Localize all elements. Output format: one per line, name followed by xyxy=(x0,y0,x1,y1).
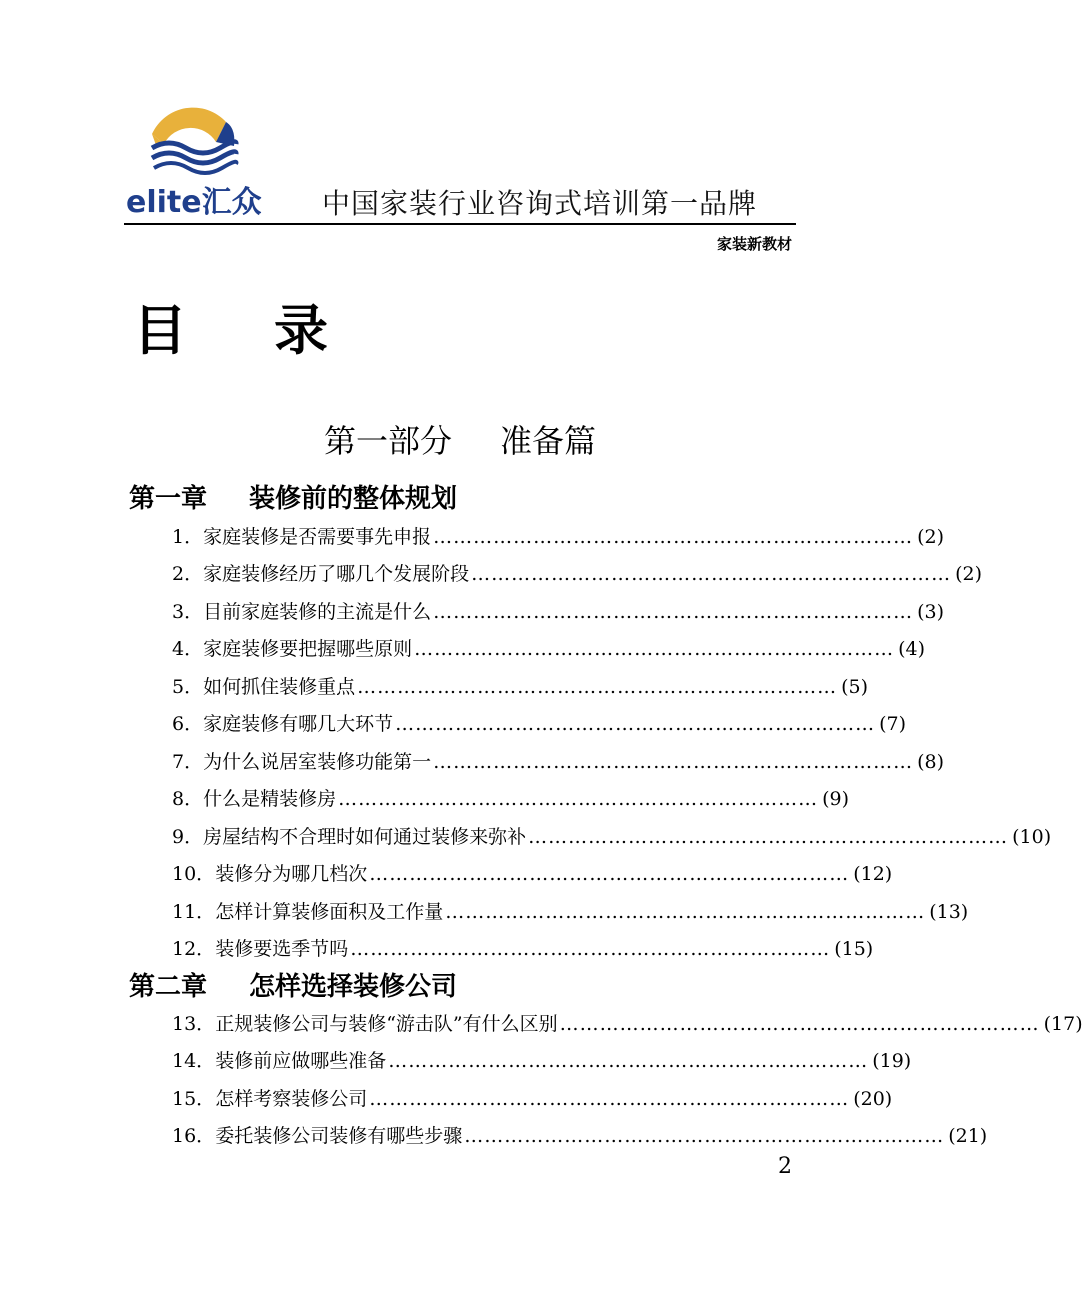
entry-number: 1． xyxy=(172,526,204,548)
entry-page: (5) xyxy=(841,676,869,698)
chapter-number: 第一章 xyxy=(129,484,208,514)
entry-text: 装修分为哪几档次 xyxy=(215,863,368,885)
entry-text: 正规装修公司与装修“游击队”有什么区别 xyxy=(215,1013,558,1035)
part-heading xyxy=(0,416,920,462)
dot-leader: ……………………………………………………………… xyxy=(338,788,819,810)
toc-entry[interactable] xyxy=(172,522,945,552)
entry-number: 5． xyxy=(172,676,204,698)
chapter-number: 第二章 xyxy=(129,972,208,1002)
chapter-heading xyxy=(129,966,457,1003)
toc-entry[interactable] xyxy=(172,1009,1083,1039)
entry-number: 8． xyxy=(172,788,204,810)
part-label: 第一部分 xyxy=(323,422,452,460)
page-number: 2 xyxy=(778,1154,792,1179)
entry-number: 4． xyxy=(172,638,204,660)
entry-text: 如何抓住装修重点 xyxy=(203,676,356,698)
dot-leader: ……………………………………………………………… xyxy=(433,751,914,773)
entry-number: 14． xyxy=(172,1050,216,1072)
dot-leader: ……………………………………………………………… xyxy=(350,938,831,960)
entry-number: 13． xyxy=(172,1013,216,1035)
logo-wordmark xyxy=(124,104,264,220)
part-name: 准备篇 xyxy=(500,422,597,460)
entry-text: 什么是精装修房 xyxy=(203,788,337,810)
entry-page: (12) xyxy=(853,863,893,885)
toc-title-char-2: 录 xyxy=(274,299,329,362)
toc-title-char-1: 目 xyxy=(133,299,188,362)
entry-number: 7． xyxy=(172,751,204,773)
entry-number: 2． xyxy=(172,563,204,585)
entry-page: (2) xyxy=(917,526,945,548)
header-slogan: 中国家装行业咨询式培训第一品牌 xyxy=(322,187,758,220)
chapter-title: 装修前的整体规划 xyxy=(249,484,458,514)
toc-entry[interactable] xyxy=(172,672,869,702)
entry-page: (20) xyxy=(853,1088,893,1110)
toc-entry[interactable] xyxy=(172,1084,893,1114)
entry-page: (3) xyxy=(917,601,945,623)
toc-title xyxy=(133,288,329,365)
dot-leader: ……………………………………………………………… xyxy=(369,863,850,885)
toc-entry[interactable] xyxy=(172,597,945,627)
entry-number: 15． xyxy=(172,1088,216,1110)
header-divider xyxy=(124,223,796,225)
dot-leader: ……………………………………………………………… xyxy=(445,901,926,923)
entry-page: (19) xyxy=(872,1050,912,1072)
entry-number: 16． xyxy=(172,1125,216,1147)
entry-page: (8) xyxy=(917,751,945,773)
entry-number: 6． xyxy=(172,713,204,735)
toc-entry[interactable] xyxy=(172,747,945,777)
dot-leader: ……………………………………………………………… xyxy=(433,526,914,548)
svg-text:elite汇众: elite汇众 xyxy=(126,185,262,220)
toc-entry[interactable] xyxy=(172,1046,912,1076)
entry-page: (2) xyxy=(955,563,983,585)
entry-number: 3． xyxy=(172,601,204,623)
entry-text: 委托装修公司装修有哪些步骤 xyxy=(215,1125,463,1147)
entry-text: 家庭装修要把握哪些原则 xyxy=(203,638,413,660)
chapter-title: 怎样选择装修公司 xyxy=(249,972,458,1002)
entry-page: (21) xyxy=(948,1125,988,1147)
dot-leader: ……………………………………………………………… xyxy=(369,1088,850,1110)
entry-page: (15) xyxy=(834,938,874,960)
entry-number: 10． xyxy=(172,863,216,885)
dot-leader: ……………………………………………………………… xyxy=(414,638,895,660)
dot-leader: ……………………………………………………………… xyxy=(528,826,1009,848)
toc-entry[interactable] xyxy=(172,1121,988,1151)
toc-entry[interactable] xyxy=(172,897,969,927)
entry-page: (9) xyxy=(822,788,850,810)
entry-text: 家庭装修经历了哪几个发展阶段 xyxy=(203,563,470,585)
entry-number: 9． xyxy=(172,826,204,848)
entry-text: 房屋结构不合理时如何通过装修来弥补 xyxy=(203,826,527,848)
toc-entry[interactable] xyxy=(172,709,907,739)
toc-entry[interactable] xyxy=(172,559,983,589)
chapter-heading xyxy=(129,478,457,515)
entry-text: 目前家庭装修的主流是什么 xyxy=(203,601,432,623)
header-subtitle: 家装新教材 xyxy=(716,235,792,253)
toc-entry[interactable] xyxy=(172,822,1052,852)
entry-page: (17) xyxy=(1043,1013,1083,1035)
entry-page: (4) xyxy=(898,638,926,660)
dot-leader: ……………………………………………………………… xyxy=(559,1013,1040,1035)
dot-leader: ……………………………………………………………… xyxy=(388,1050,869,1072)
toc-entry[interactable] xyxy=(172,934,874,964)
entry-text: 家庭装修是否需要事先申报 xyxy=(203,526,432,548)
dot-leader: ……………………………………………………………… xyxy=(395,713,876,735)
entry-text: 为什么说居室装修功能第一 xyxy=(203,751,432,773)
entry-text: 装修要选季节吗 xyxy=(215,938,349,960)
dot-leader: ……………………………………………………………… xyxy=(357,676,838,698)
entry-number: 11． xyxy=(172,901,216,923)
entry-text: 装修前应做哪些准备 xyxy=(215,1050,387,1072)
entry-text: 怎样计算装修面积及工作量 xyxy=(215,901,444,923)
entry-page: (10) xyxy=(1012,826,1052,848)
dot-leader: ……………………………………………………………… xyxy=(471,563,952,585)
toc-entry[interactable] xyxy=(172,634,926,664)
entry-page: (13) xyxy=(929,901,969,923)
entry-text: 怎样考察装修公司 xyxy=(215,1088,368,1110)
toc-entry[interactable] xyxy=(172,859,893,889)
dot-leader: ……………………………………………………………… xyxy=(464,1125,945,1147)
toc-entry[interactable] xyxy=(172,784,850,814)
entry-text: 家庭装修有哪几大环节 xyxy=(203,713,394,735)
elite-logo xyxy=(124,104,264,220)
entry-page: (7) xyxy=(879,713,907,735)
entry-number: 12． xyxy=(172,938,216,960)
dot-leader: ……………………………………………………………… xyxy=(433,601,914,623)
